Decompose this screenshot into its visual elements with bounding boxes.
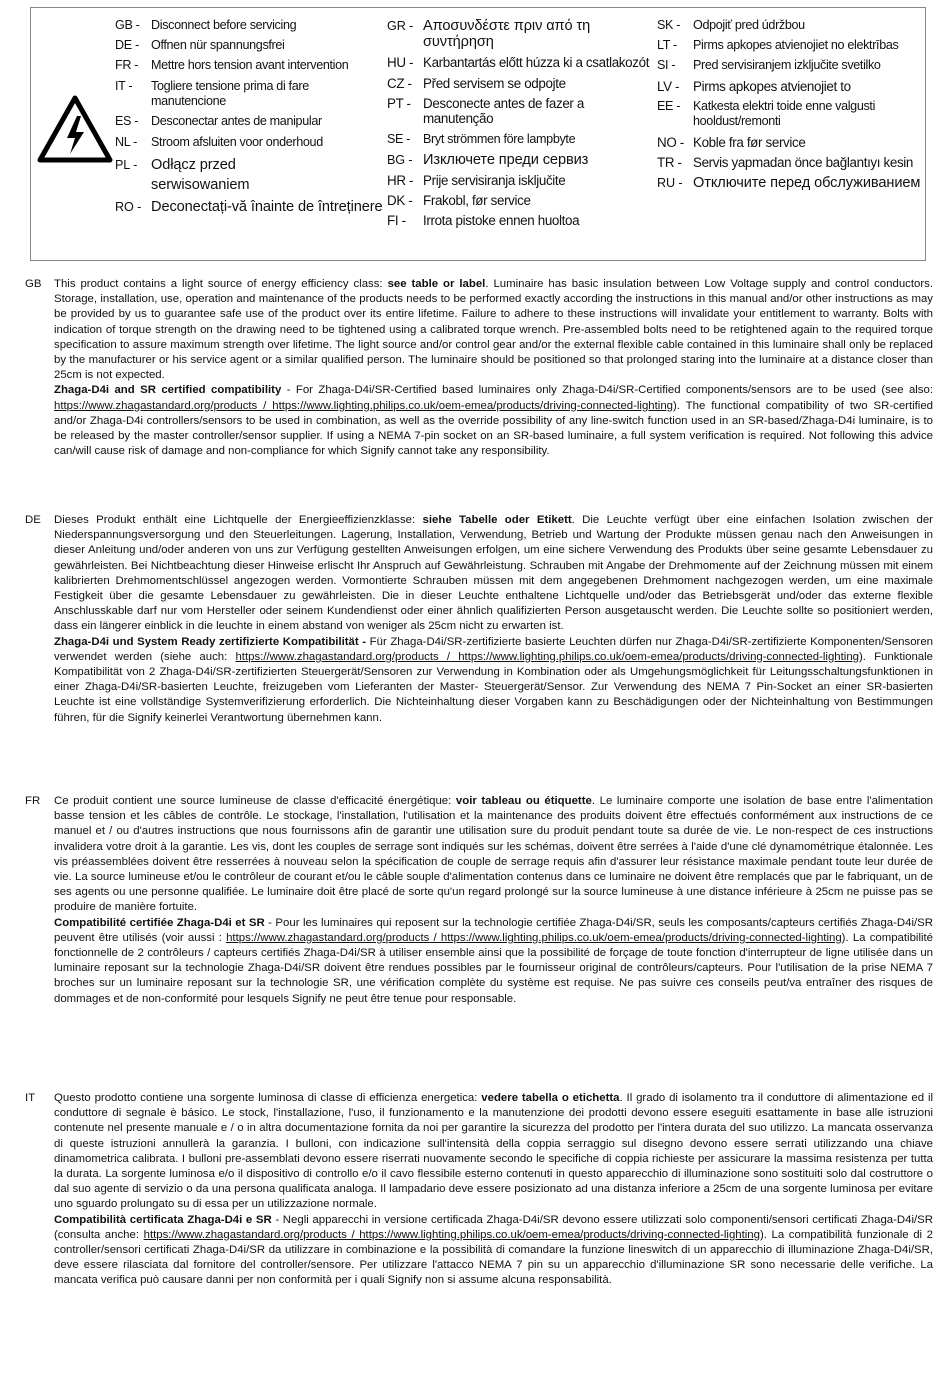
language-code: PL -	[115, 157, 138, 172]
warning-item	[657, 175, 922, 191]
language-code: HR -	[387, 172, 414, 188]
warning-text: Před servisem se odpojte	[423, 75, 566, 91]
product-paragraph	[54, 794, 933, 916]
language-code: SE -	[387, 131, 411, 146]
text: - Negli apparecchi in versione certificada Zhaga-D4i/SR devono essere utilizzati solo componenti/sensori certificati Zhaga-D4i/SR (consulta anche:	[54, 1213, 933, 1241]
language-code: BG -	[387, 152, 413, 167]
language-code: FR -	[115, 58, 139, 73]
warning-text: Bryt strömmen före lampbyte	[423, 131, 576, 146]
reference-link[interactable]: https://www.zhagastandard.org/products / https://www.lighting.philips.co.uk/oem-emea/products/driving-connected-lighting	[54, 399, 674, 412]
text: . Il grado di isolamento tra il conduttore di alimentazione ed il conduttore di segnale è básico. Le stock, l'installazione, l'uso, il funzionamento e la manutenzione dei prodotti devono essere eseguiti esattamente in base alle istruzioni contenute nel presente manuale e / o in altra documentazione fornita da noi per garantire la sicurezza del prodotto per l'intera durata del suo utilizzo. La mancata osservanza di queste istruzioni annullerà la garanzia. I bulloni, con indicazione sull'intensità della coppia serraggio sul disegno devono essere serrati utilizzando una chiave dinamometrica calibrata. I bulloni pre-assemblati devono essere riserrati nuovamente secondo le specifiche di coppia richieste per assicurare la massima resistenza per tutta la durata. La sorgente luminosa e/o il dispositivo di controllo e/o il cavo flessibile esterno contenuti in questo apparecchio di illuminazione sono sostituiti solo dal costruttore o dal suo agente di servizio o da una persona qualificata analoga. Il lampadario deve essere posizionato ad una distanza inferiore a 25cm de una sorgente luminosa per evitare uno sguardo prolungato su di essa per un utilizzazione normale.	[54, 1092, 934, 1211]
language-code: ES -	[115, 114, 139, 129]
warning-item	[657, 155, 922, 171]
language-code: CZ -	[387, 75, 412, 91]
language-code: LT -	[657, 38, 677, 53]
warning-item	[115, 114, 385, 130]
warning-item	[657, 135, 922, 151]
warning-text: Prije servisiranja isključite	[423, 172, 566, 188]
section-language-code: IT	[25, 1092, 36, 1104]
section-fr	[25, 794, 933, 1007]
warning-text: Togliere tensione prima di fare manutencione	[151, 78, 309, 109]
warning-text: Pred servisiranjem izključite svetilko	[693, 58, 881, 73]
warning-item	[387, 193, 657, 209]
warning-text: Offnen nür spannungsfrei	[151, 38, 285, 53]
compatibility-paragraph	[54, 1213, 933, 1289]
language-code: DE -	[115, 38, 139, 53]
warning-item	[657, 18, 922, 34]
warning-item	[387, 18, 657, 51]
bold-text: Zhaga-D4i and SR certified compatibility	[54, 384, 282, 397]
text: Ce produit contient une source lumineuse de classe d'efficacité énergétique:	[54, 795, 456, 807]
warning-item	[657, 79, 922, 95]
text: . Luminaire has basic insulation between Low Voltage supply and control conductors. Storage, installation, use, operation and maintenance of the products needs to be performed exactly according the instructions in this manual and/or other instructions as may be provided by us to guarantee safe use of the product over its entire lifetime. Failure to adhere to these instructions will invalidate your entitlement to warranty. Bolts with indication of torque strength on the drawing need to be tightened using a calibrated torque wrench. Pre-assembled bolts need to be retightened again to the required torque specification to assure maximum strength over lifetime. The light source and/or control gear and/or the external flexible cable contained in this luminaire shall only be replaced by the manufacturer or his service agent or a similar qualified person. The luminaire should be positioned so that prolonged staring into the luminaire at a distance closer than 25cm is not expected.	[54, 278, 933, 382]
text: ). The functional compatibility of two SR-certified and/or Zhaga-D4i controllers/sensors to be used in combination, as well as the override possibility of any line-switch function used in an SR-based/Zhaga-D4i luminaire, is to be released by the master controller/sensor supplier. If using a NEMA 7-pin socket on an SR-based luminaire, a full system verification is required. Not following this advice can/will cause risk of damage and non-compliance for which Signify cannot take any responsibility.	[54, 399, 934, 458]
reference-link[interactable]: https://www.zhagastandard.org/products / https://www.lighting.philips.co.uk/oem-emea/products/driving-connected-lighting	[226, 931, 842, 944]
section-body	[54, 794, 933, 1007]
warning-panel	[30, 7, 926, 261]
section-it	[25, 1091, 933, 1289]
language-code: FI -	[387, 213, 406, 229]
warning-text: Disconnect before servicing	[151, 18, 297, 32]
language-code: PT -	[387, 95, 411, 111]
language-code: NO -	[657, 134, 684, 150]
warning-item	[115, 155, 275, 195]
section-language-code: DE	[25, 514, 41, 526]
text: ). La compatibilità funzionale di 2 controller/sensori certificati Zhaga-D4i/SR da utilizzare in combinazione e la possibilità di comandare la funzione lineswitch di un apparecchio di illuminazione Zhaga-D4i/SR, deve essere rilasciata dal fornitore del controller/sensore. Per utilizzare l'attacco NEMA 7 pin su un apparecchio d'illuminazione SR sono necessarie delle verifiche. La mancata verifica può causare danni per non conformità per i quali Signify non si assume alcuna responsabilità.	[54, 1228, 934, 1287]
reference-link[interactable]: https://www.zhagastandard.org/products / https://www.lighting.philips.co.uk/oem-emea/products/driving-connected-lighting	[143, 1228, 760, 1241]
section-body	[54, 277, 933, 459]
language-code: NL -	[115, 134, 137, 149]
warning-item	[657, 58, 922, 74]
compatibility-paragraph	[54, 635, 933, 726]
warning-column-3	[657, 18, 922, 196]
section-language-code: GB	[25, 278, 42, 290]
warning-text: Desconectar antes de manipular	[151, 114, 322, 129]
warning-text: Frakobl, før service	[423, 192, 531, 208]
warning-text: Αποσυνδέστε πριν από τη συντήρηση	[423, 18, 591, 51]
warning-item	[115, 18, 385, 34]
warning-item	[115, 58, 385, 74]
language-code: EE -	[657, 98, 681, 113]
language-code: GB -	[115, 18, 140, 32]
warning-text: Отключите перед обслуживанием	[693, 174, 921, 191]
text: ). Funktionale Kompatibilität von 2 Zhaga-D4i/SR-zertifizierten Steuergerät/Sensoren zur Verwendung in Kombination oder als Umgehungsmöglichkeit für Leitungsschaltungsfunktionen in einer Zhaga-D4i/SR-basierten Leuchte, freizugeben vom Lieferanten der Master- Steuergerät/Sensor. Zur Verwendung des NEMA 7 Pin-Socket an einer SR-basierten Leuchte ist eine vollständige Systemverifizierung erforderlich. Die Nichteinhaltung dieser Vorgaben kann zu Beschädigungen oder der Nichteinhaltung von Bestimmungen führen, für die Signify keinerlei Verantwortung übernehmen kann.	[54, 650, 933, 724]
bold-text: siehe Tabelle oder Etikett	[422, 514, 572, 526]
language-code: HU -	[387, 55, 414, 71]
bold-text: Compatibilité certifiée Zhaga-D4i et SR	[54, 916, 265, 929]
warning-item	[387, 213, 657, 229]
text: Für Zhaga-D4i/SR-zertifizierte basierte Leuchten dürfen nur Zhaga-D4i/SR-zertifizierte Komponenten/Sensoren verwendet werden (siehe auch:	[54, 635, 933, 663]
warning-text: Stroom afsluiten voor onderhoud	[151, 134, 323, 149]
section-body	[54, 513, 933, 726]
language-code: SI -	[657, 58, 676, 73]
text: This product contains a light source of energy efficiency class:	[54, 278, 388, 290]
warning-item	[387, 55, 657, 71]
warning-text: Deconectați-vă înainte de întreținere	[151, 199, 383, 216]
warning-text: Servis yapmadan önce bağlantıyı kesin	[693, 154, 914, 170]
warning-text: Odpojiť pred údržbou	[693, 18, 805, 32]
warning-text: Pirms apkopes atvienojiet to	[693, 78, 851, 94]
section-body	[54, 1091, 933, 1289]
warning-item	[115, 79, 385, 110]
warning-column-1	[115, 18, 385, 220]
language-code: DK -	[387, 192, 413, 208]
warning-item	[115, 38, 385, 54]
warning-item	[115, 135, 385, 151]
language-code: RU -	[657, 175, 683, 190]
text: . Die Leuchte verfügt über eine einfachen Isolation zwischen der Niederspannungsversorgung und den Steuerleitungen. Lagerung, Installation, Verwendung, Betrieb und Wartung der Produkte müssen genau nach den Anweisungen in dieser Anleitung und/oder anderen von uns zur Verfügung gestellten Anweisungen erfolgen, um eine sichere Verwendung des Produkts über seine gesamte Lebensdauer zu gewährleisten. Bei Nichtbeachtung dieser Hinweise erlischt Ihr Anspruch auf Gewährleistung. Schrauben mit Angabe der Drehmomente auf der Zeichnung müssen mit einem kalibrierten Drehmomentschlüssel angezogen werden. Vormontierte Schrauben müssen mit dem angegebenen Drehmoment nachgezogen werden, um eine maximale Festigkeit über die gesamte Lebensdauer zu gewährleisten. Die in dieser Leuchte enthaltene Lichtquelle und/oder das Betriebsgerät und/oder das externe flexible Anschlusskable darf nur vom Hersteller oder seinem Kundendienst oder einer ähnlich qualifizierten Person ausgetauscht werden. Die Leuchte sollte so positioniert werden, dass ein längerer einblick in die leuchte in einem abstand von weniger als 25cm nicht zu erwarten ist.	[54, 514, 933, 633]
warning-text: Desconecte antes de fazer a manutenção	[423, 95, 585, 127]
bold-text: Compatibilità certificata Zhaga-D4i e SR	[54, 1213, 272, 1226]
language-code: SK -	[657, 18, 681, 32]
section-gb	[25, 277, 933, 459]
warning-text: Karbantartás előtt húzza ki a csatlakozót	[423, 55, 650, 71]
product-paragraph	[54, 513, 933, 635]
warning-item	[657, 38, 922, 54]
bold-text: vedere tabella o etichetta	[481, 1092, 620, 1104]
text: Questo prodotto contiene una sorgente luminosa di classe di efficienza energetica:	[54, 1092, 482, 1104]
language-code: GR -	[387, 19, 414, 33]
warning-text: Odłącz przed serwisowaniem	[151, 156, 250, 193]
warning-text: Koble fra før service	[693, 134, 806, 150]
warning-item	[387, 76, 657, 92]
product-paragraph	[54, 277, 933, 383]
text: Dieses Produkt enthält eine Lichtquelle der Energieeffizienzklasse:	[54, 514, 423, 526]
compatibility-paragraph	[54, 916, 933, 1007]
high-voltage-warning-icon	[37, 94, 113, 164]
text: - Pour les luminaires qui reposent sur la technologie certifiée Zhaga-D4i/SR, seuls les composants/capteurs certifiés Zhaga-D4i/SR peuvent être utilisés (voir aussi :	[54, 916, 933, 944]
section-de	[25, 513, 933, 726]
warning-item	[387, 173, 657, 189]
reference-link[interactable]: https://www.zhagastandard.org/products / https://www.lighting.philips.co.uk/oem-emea/products/driving-connected-lighting	[235, 650, 859, 663]
language-code: RO -	[115, 200, 142, 215]
warning-text: Irrota pistoke ennen huoltoa	[423, 213, 580, 229]
section-language-code: FR	[25, 795, 41, 807]
warning-text: Изключете преди сервиз	[423, 151, 589, 168]
warning-item	[115, 199, 385, 215]
language-code: IT -	[115, 78, 133, 93]
warning-item	[657, 99, 922, 130]
warning-text: Mettre hors tension avant intervention	[151, 58, 349, 73]
compatibility-paragraph	[54, 383, 933, 459]
bold-text: voir tableau ou étiquette	[455, 795, 592, 807]
text: . Le luminaire comporte une isolation de base entre l'alimentation basse tension et les câbles de contrôle. Le stockage, l'installation, l'utilisation et la maintenance des produits doivent être effectués conformément aux instructions de ce manuel et / ou d'autres instructions que nous fournissons afin de garantir une utilisation sure du produit pendant toute sa durée de vie. Le non-respect de ces instructions invalidera votre droit à la garantie. Les vis, dont les couples de serrage sont indiqués sur les schémas, doivent être serrées à l'aide d'une clé dynamométrique étalonnée. Les vis préassemblées doivent être resserrées à nouveau selon la spécification de couple de serrage requis afin d'assurer leur résistance maximale pendant toute leur durée de vie. La source lumineuse et/ou le contrôleur de courant et/ou le câble souple d'alimentation contenus dans ce luminaire ne doivent être remplacés que par le fabriquant, un de ses agents ou une personne qualifiée. Le luminaire doit être placé de sorte qu'un regard prolongé sur la source lumineuse à une distance inférieure à 25cm ne puisse pas se produire de manière fortuite.	[54, 795, 933, 914]
warning-item	[387, 132, 657, 148]
warning-text: Pirms apkopes atvienojiet no elektrības	[693, 38, 899, 53]
language-code: LV -	[657, 78, 680, 94]
text: - For Zhaga-D4i/SR-Certified based luminaires only Zhaga-D4i/SR-Certified components/sensors are to be used (see also:	[281, 384, 933, 397]
product-paragraph	[54, 1091, 933, 1213]
warning-column-2	[387, 18, 657, 233]
bold-text: Zhaga-D4i und System Ready zertifizierte Kompatibilität -	[54, 635, 367, 648]
language-code: TR -	[657, 154, 682, 170]
warning-text: Katkesta elektri toide enne valgusti hooldust/remonti	[693, 98, 876, 129]
text: ). La compatibilité fonctionnelle de 2 contrôleurs / capteurs certifiés Zhaga-D4i/SR à utiliser ensemble ainsi que la possibilité de forçage de toute fonction d'interrupteur de ligne utilisée dans un luminaire reposant sur la technologie Zhaga-D4i/SR doivent être rendues possibles par le fournisseur original de contrôleurs/capteurs. Pour l'utilisation de la prise NEMA 7 broches sur un luminaire reposant sur la technologie SR, une vérification complète du système est requise. Ne pas suivre ces conseils peut/va entraîner des risques de dommages et de non-conformité pour lesquels Signify ne peut être tenue pour responsable.	[54, 931, 934, 1005]
warning-item	[387, 152, 657, 168]
warning-item	[387, 96, 657, 127]
bold-text: see table or label	[387, 278, 486, 290]
